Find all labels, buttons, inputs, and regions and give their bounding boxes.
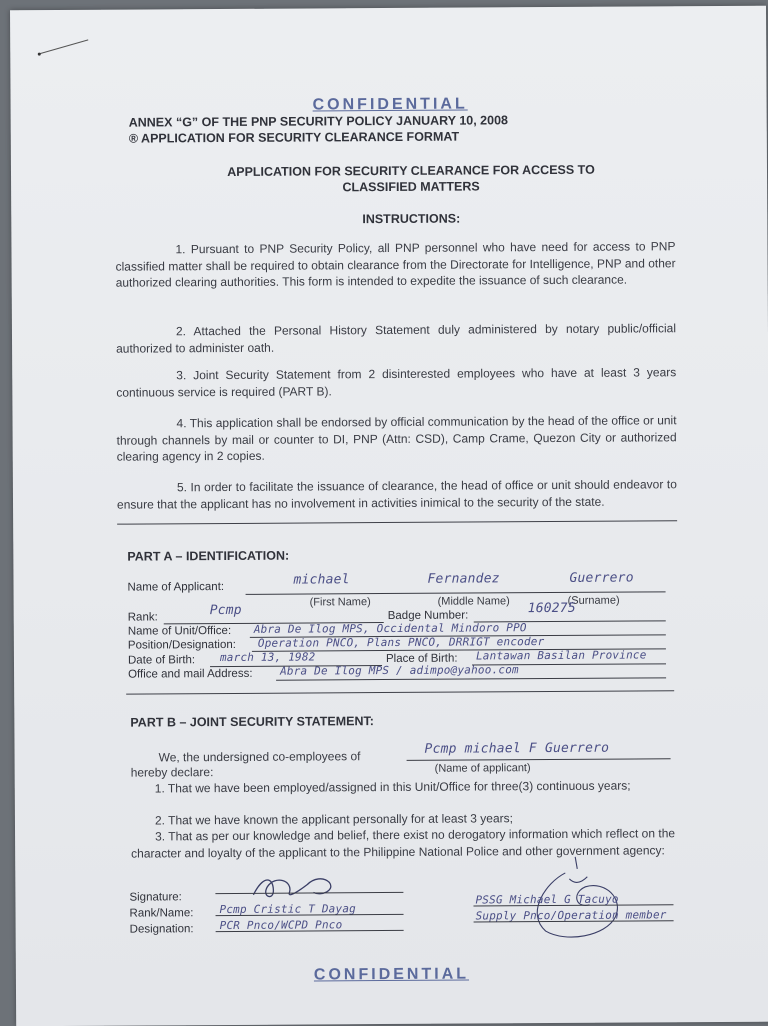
signature-label: Signature:: [129, 891, 182, 904]
position-label: Position/Designation:: [127, 638, 236, 652]
pob-label: Place of Birth:: [385, 652, 458, 666]
designation-1-line: [216, 930, 404, 932]
applicant-value: Pcmp michael F Guerrero: [424, 740, 610, 757]
instructions-heading: INSTRUCTIONS:: [362, 211, 461, 227]
part-a-divider: [126, 690, 674, 694]
signature-1: [243, 866, 343, 907]
instruction-1: 1. Pursuant to PNP Security Policy, all PNP personnel who have need for access to PNP classified matter shall be required to obtain clearance from the Directorate for Intelligence, PNP and other authorized clearing authorities. This form is intended to expedite the issuance of such clearance.: [115, 239, 676, 290]
confidential-footer: CONFIDENTIAL: [313, 965, 470, 984]
pen-mark: [36, 36, 96, 60]
dob-value: march 13, 1982: [219, 650, 316, 665]
pob-value: Lantawan Basilan Province: [475, 648, 647, 663]
rank-value: Pcmp: [209, 602, 242, 619]
first-name-caption: (First Name): [309, 596, 371, 609]
rank-name-1-line: [216, 914, 404, 916]
first-name-value: michael: [293, 572, 350, 588]
applicant-caption: (Name of applicant): [434, 762, 531, 775]
instruction-3: 3. Joint Security Statement from 2 disinterested employees who have at least 3 years continuous service is required (PART B).: [116, 365, 677, 400]
designation-label: Designation:: [129, 923, 194, 936]
applicant-underline: [407, 758, 671, 761]
part-b-intro: We, the undersigned co-employees of: [158, 749, 361, 765]
annex-line: ANNEX “G” OF THE PNP SECURITY POLICY JANUARY 10, 2008: [128, 113, 509, 130]
address-value: Abra De Ilog MPS / adimpo@yahoo.com: [280, 663, 519, 678]
surname-caption: (Surname): [567, 594, 620, 607]
format-line: ® APPLICATION FOR SECURITY CLEARANCE FORMAT: [128, 129, 460, 146]
name-label: Name of Applicant:: [127, 581, 225, 594]
position-value: Operation PNCO, Plans PNCO, DRRIGT encoder: [257, 635, 545, 650]
signer2-rank-name: PSSG Michael G Tacuyo: [475, 892, 619, 907]
hereby-declare: hereby declare:: [130, 765, 214, 780]
instruction-4: 4. This application shall be endorsed by official communication by the head of the office or unit through channels by mail or counter to DI, PNP (Attn: CSD), Camp Crame, Quezon City or authorized clearing agency in 2 copies.: [116, 413, 677, 464]
middle-name-caption: (Middle Name): [437, 595, 510, 608]
surname-value: Guerrero: [569, 570, 634, 586]
unit-value: Abra De Ilog MPS, Occidental Mindoro PPO: [253, 621, 527, 636]
instruction-5: 5. In order to facilitate the issuance of clearance, the head of office or unit should endeavor to ensure that the applicant has no involvement in activities inimical to the security of the state.: [116, 477, 677, 512]
part-b-heading: PART B – JOINT SECURITY STATEMENT:: [130, 714, 374, 730]
middle-name-value: Fernandez: [427, 571, 500, 587]
confidential-header: CONFIDENTIAL: [312, 95, 468, 114]
rank-label: Rank:: [127, 611, 158, 624]
statement-2: 2. That we have known the applicant personally for at least 3 years;: [154, 811, 513, 828]
address-underline: [276, 677, 666, 680]
form-title-line1: APPLICATION FOR SECURITY CLEARANCE FOR ACCESS TO: [227, 162, 595, 179]
instruction-2: 2. Attached the Personal History Statement duly administered by notary public/official authorized to administer oath.: [116, 321, 677, 356]
part-a-heading: PART A – IDENTIFICATION:: [127, 548, 290, 564]
signer2-designation: Supply Pnco/Operation member: [475, 908, 667, 923]
section-divider: [117, 520, 677, 524]
dob-label: Date of Birth:: [127, 654, 196, 667]
statement-1: 1. That we have been employed/assigned in this Unit/Office for three(3) continuous years;: [154, 778, 631, 796]
signer1-rank-name: Pcmp Cristic T Dayag: [219, 902, 356, 917]
badge-label: Badge Number:: [387, 609, 469, 623]
form-title-line2: CLASSIFIED MATTERS: [342, 179, 480, 195]
document-page: [10, 6, 768, 1026]
signer1-designation: PCR Pnco/WCPD Pnco: [219, 918, 343, 933]
rank-name-label: Rank/Name:: [129, 907, 194, 920]
badge-value: 160275: [527, 600, 576, 617]
statement-3: 3. That as per our knowledge and belief, there exist no derogatory information which reflect on the character and loyalty of the applicant to the Philippine National Police and other government agency:: [131, 826, 676, 861]
address-label: Office and mail Address:: [128, 667, 253, 681]
unit-label: Name of Unit/Office:: [127, 624, 232, 638]
